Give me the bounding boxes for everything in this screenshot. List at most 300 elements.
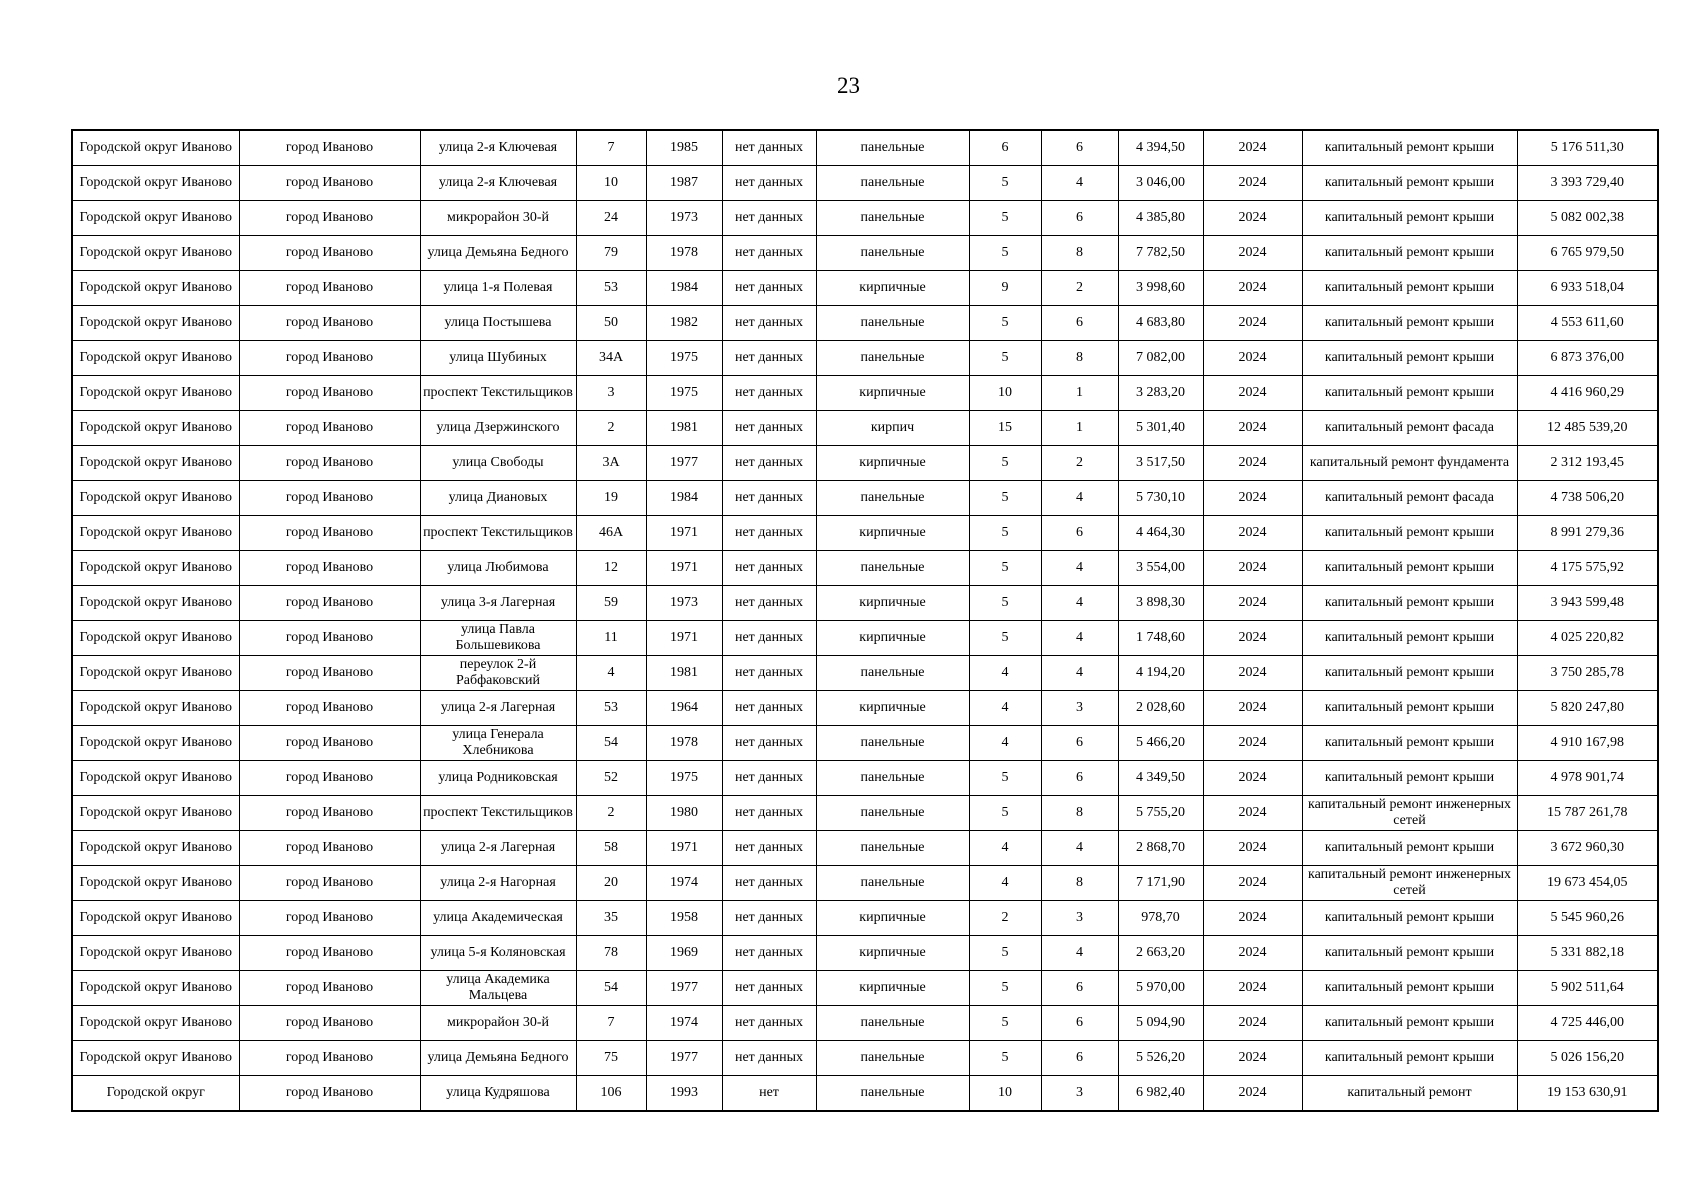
build-year-cell: 1977: [646, 971, 722, 1006]
work-type-cell: капитальный ремонт крыши: [1302, 586, 1517, 621]
last-repair-cell: нет данных: [722, 761, 816, 796]
build-year-cell: 1971: [646, 551, 722, 586]
table-row: [72, 516, 1658, 551]
house-number-cell: 52: [576, 761, 646, 796]
municipality-cell: Городской округ: [72, 1076, 239, 1112]
work-type-cell: капитальный ремонт крыши: [1302, 271, 1517, 306]
cost-cell: 15 787 261,78: [1517, 796, 1658, 831]
build-year-cell: 1981: [646, 656, 722, 691]
table-row: [72, 1006, 1658, 1041]
build-year-cell: 1975: [646, 341, 722, 376]
cost-cell: 5 545 960,26: [1517, 901, 1658, 936]
street-cell: улица Павла Большевикова: [420, 621, 576, 656]
table-row: [72, 656, 1658, 691]
cost-cell: 4 978 901,74: [1517, 761, 1658, 796]
settlement-cell: город Иваново: [239, 586, 420, 621]
work-type-cell: капитальный ремонт крыши: [1302, 691, 1517, 726]
build-year-cell: 1984: [646, 271, 722, 306]
cost-cell: 5 082 002,38: [1517, 201, 1658, 236]
entrances-cell: 4: [1041, 551, 1118, 586]
municipality-cell: Городской округ Иваново: [72, 376, 239, 411]
municipality-cell: Городской округ Иваново: [72, 691, 239, 726]
house-number-cell: 11: [576, 621, 646, 656]
house-number-cell: 2: [576, 796, 646, 831]
table-row: [72, 411, 1658, 446]
area-cell: 978,70: [1118, 901, 1203, 936]
page-number: 23: [837, 73, 860, 98]
entrances-cell: 6: [1041, 130, 1118, 166]
plan-year-cell: 2024: [1203, 726, 1302, 761]
area-cell: 4 683,80: [1118, 306, 1203, 341]
settlement-cell: город Иваново: [239, 481, 420, 516]
entrances-cell: 6: [1041, 516, 1118, 551]
cost-cell: 12 485 539,20: [1517, 411, 1658, 446]
cost-cell: 4 725 446,00: [1517, 1006, 1658, 1041]
floors-cell: 5: [969, 936, 1041, 971]
plan-year-cell: 2024: [1203, 761, 1302, 796]
last-repair-cell: нет данных: [722, 411, 816, 446]
table-row: [72, 306, 1658, 341]
settlement-cell: город Иваново: [239, 831, 420, 866]
last-repair-cell: нет данных: [722, 1006, 816, 1041]
wall-material-cell: панельные: [816, 1041, 969, 1076]
wall-material-cell: панельные: [816, 201, 969, 236]
floors-cell: 5: [969, 166, 1041, 201]
cost-cell: 5 820 247,80: [1517, 691, 1658, 726]
build-year-cell: 1971: [646, 621, 722, 656]
settlement-cell: город Иваново: [239, 1041, 420, 1076]
build-year-cell: 1977: [646, 446, 722, 481]
municipality-cell: Городской округ Иваново: [72, 796, 239, 831]
build-year-cell: 1971: [646, 516, 722, 551]
build-year-cell: 1971: [646, 831, 722, 866]
floors-cell: 4: [969, 831, 1041, 866]
municipality-cell: Городской округ Иваново: [72, 341, 239, 376]
area-cell: 3 898,30: [1118, 586, 1203, 621]
municipality-cell: Городской округ Иваново: [72, 271, 239, 306]
house-number-cell: 2: [576, 411, 646, 446]
build-year-cell: 1981: [646, 411, 722, 446]
work-type-cell: капитальный ремонт крыши: [1302, 761, 1517, 796]
settlement-cell: город Иваново: [239, 166, 420, 201]
house-number-cell: 7: [576, 130, 646, 166]
house-number-cell: 50: [576, 306, 646, 341]
work-type-cell: капитальный ремонт крыши: [1302, 971, 1517, 1006]
floors-cell: 4: [969, 726, 1041, 761]
municipality-cell: Городской округ Иваново: [72, 130, 239, 166]
last-repair-cell: нет данных: [722, 656, 816, 691]
table-row: [72, 761, 1658, 796]
floors-cell: 4: [969, 656, 1041, 691]
floors-cell: 10: [969, 376, 1041, 411]
build-year-cell: 1980: [646, 796, 722, 831]
build-year-cell: 1969: [646, 936, 722, 971]
last-repair-cell: нет данных: [722, 971, 816, 1006]
municipality-cell: Городской округ Иваново: [72, 201, 239, 236]
entrances-cell: 3: [1041, 1076, 1118, 1112]
plan-year-cell: 2024: [1203, 130, 1302, 166]
build-year-cell: 1975: [646, 761, 722, 796]
last-repair-cell: нет данных: [722, 621, 816, 656]
table-row: [72, 166, 1658, 201]
area-cell: 2 868,70: [1118, 831, 1203, 866]
house-number-cell: 7: [576, 1006, 646, 1041]
municipality-cell: Городской округ Иваново: [72, 236, 239, 271]
street-cell: улица Свободы: [420, 446, 576, 481]
settlement-cell: город Иваново: [239, 411, 420, 446]
street-cell: улица Генерала Хлебникова: [420, 726, 576, 761]
plan-year-cell: 2024: [1203, 306, 1302, 341]
settlement-cell: город Иваново: [239, 1006, 420, 1041]
table-row: [72, 1041, 1658, 1076]
cost-cell: 4 416 960,29: [1517, 376, 1658, 411]
settlement-cell: город Иваново: [239, 130, 420, 166]
house-number-cell: 106: [576, 1076, 646, 1112]
last-repair-cell: нет данных: [722, 376, 816, 411]
last-repair-cell: нет данных: [722, 341, 816, 376]
table-row: [72, 936, 1658, 971]
house-number-cell: 35: [576, 901, 646, 936]
floors-cell: 5: [969, 586, 1041, 621]
cost-cell: 3 750 285,78: [1517, 656, 1658, 691]
municipality-cell: Городской округ Иваново: [72, 761, 239, 796]
area-cell: 4 349,50: [1118, 761, 1203, 796]
build-year-cell: 1958: [646, 901, 722, 936]
municipality-cell: Городской округ Иваново: [72, 1006, 239, 1041]
last-repair-cell: нет данных: [722, 446, 816, 481]
plan-year-cell: 2024: [1203, 1076, 1302, 1112]
wall-material-cell: кирпичные: [816, 691, 969, 726]
house-number-cell: 54: [576, 726, 646, 761]
entrances-cell: 4: [1041, 831, 1118, 866]
table-row: [72, 201, 1658, 236]
municipality-cell: Городской округ Иваново: [72, 166, 239, 201]
cost-cell: 5 331 882,18: [1517, 936, 1658, 971]
floors-cell: 5: [969, 971, 1041, 1006]
plan-year-cell: 2024: [1203, 656, 1302, 691]
table-row: [72, 341, 1658, 376]
house-number-cell: 53: [576, 691, 646, 726]
house-number-cell: 12: [576, 551, 646, 586]
wall-material-cell: панельные: [816, 236, 969, 271]
table-row: [72, 726, 1658, 761]
floors-cell: 5: [969, 306, 1041, 341]
table-row: [72, 621, 1658, 656]
municipality-cell: Городской округ Иваново: [72, 446, 239, 481]
wall-material-cell: панельные: [816, 306, 969, 341]
work-type-cell: капитальный ремонт: [1302, 1076, 1517, 1112]
settlement-cell: город Иваново: [239, 656, 420, 691]
plan-year-cell: 2024: [1203, 901, 1302, 936]
municipality-cell: Городской округ Иваново: [72, 656, 239, 691]
last-repair-cell: нет данных: [722, 586, 816, 621]
wall-material-cell: кирпичные: [816, 971, 969, 1006]
cost-cell: 3 393 729,40: [1517, 166, 1658, 201]
entrances-cell: 3: [1041, 901, 1118, 936]
table-row: [72, 376, 1658, 411]
work-type-cell: капитальный ремонт крыши: [1302, 306, 1517, 341]
last-repair-cell: нет данных: [722, 866, 816, 901]
wall-material-cell: кирпичные: [816, 271, 969, 306]
cost-cell: 2 312 193,45: [1517, 446, 1658, 481]
street-cell: проспект Текстильщиков: [420, 796, 576, 831]
floors-cell: 5: [969, 201, 1041, 236]
work-type-cell: капитальный ремонт крыши: [1302, 831, 1517, 866]
plan-year-cell: 2024: [1203, 866, 1302, 901]
area-cell: 2 663,20: [1118, 936, 1203, 971]
municipality-cell: Городской округ Иваново: [72, 621, 239, 656]
floors-cell: 5: [969, 1006, 1041, 1041]
last-repair-cell: нет данных: [722, 166, 816, 201]
wall-material-cell: панельные: [816, 341, 969, 376]
table-row: [72, 901, 1658, 936]
wall-material-cell: панельные: [816, 761, 969, 796]
work-type-cell: капитальный ремонт крыши: [1302, 201, 1517, 236]
work-type-cell: капитальный ремонт крыши: [1302, 166, 1517, 201]
table-row: [72, 1076, 1658, 1112]
table-row: [72, 866, 1658, 901]
build-year-cell: 1984: [646, 481, 722, 516]
municipality-cell: Городской округ Иваново: [72, 936, 239, 971]
street-cell: улица Диановых: [420, 481, 576, 516]
last-repair-cell: нет данных: [722, 1041, 816, 1076]
wall-material-cell: кирпичные: [816, 936, 969, 971]
settlement-cell: город Иваново: [239, 516, 420, 551]
floors-cell: 2: [969, 901, 1041, 936]
street-cell: улица Академическая: [420, 901, 576, 936]
wall-material-cell: кирпич: [816, 411, 969, 446]
municipality-cell: Городской округ Иваново: [72, 306, 239, 341]
build-year-cell: 1964: [646, 691, 722, 726]
entrances-cell: 1: [1041, 376, 1118, 411]
house-number-cell: 78: [576, 936, 646, 971]
cost-cell: 4 025 220,82: [1517, 621, 1658, 656]
plan-year-cell: 2024: [1203, 796, 1302, 831]
street-cell: улица 3-я Лагерная: [420, 586, 576, 621]
wall-material-cell: кирпичные: [816, 586, 969, 621]
cost-cell: 4 910 167,98: [1517, 726, 1658, 761]
entrances-cell: 6: [1041, 726, 1118, 761]
street-cell: улица Постышева: [420, 306, 576, 341]
settlement-cell: город Иваново: [239, 1076, 420, 1112]
work-type-cell: капитальный ремонт фасада: [1302, 411, 1517, 446]
floors-cell: 5: [969, 341, 1041, 376]
area-cell: 1 748,60: [1118, 621, 1203, 656]
cost-cell: 6 873 376,00: [1517, 341, 1658, 376]
last-repair-cell: нет: [722, 1076, 816, 1112]
floors-cell: 4: [969, 866, 1041, 901]
street-cell: улица 2-я Ключевая: [420, 166, 576, 201]
build-year-cell: 1973: [646, 586, 722, 621]
area-cell: 6 982,40: [1118, 1076, 1203, 1112]
municipality-cell: Городской округ Иваново: [72, 831, 239, 866]
house-number-cell: 3А: [576, 446, 646, 481]
area-cell: 5 301,40: [1118, 411, 1203, 446]
settlement-cell: город Иваново: [239, 271, 420, 306]
cost-cell: 4 553 611,60: [1517, 306, 1658, 341]
floors-cell: 9: [969, 271, 1041, 306]
repair-register-table: [71, 129, 1659, 1112]
house-number-cell: 53: [576, 271, 646, 306]
entrances-cell: 4: [1041, 936, 1118, 971]
build-year-cell: 1978: [646, 726, 722, 761]
work-type-cell: капитальный ремонт крыши: [1302, 516, 1517, 551]
work-type-cell: капитальный ремонт крыши: [1302, 936, 1517, 971]
street-cell: улица 2-я Нагорная: [420, 866, 576, 901]
municipality-cell: Городской округ Иваново: [72, 551, 239, 586]
last-repair-cell: нет данных: [722, 236, 816, 271]
build-year-cell: 1982: [646, 306, 722, 341]
wall-material-cell: панельные: [816, 481, 969, 516]
entrances-cell: 4: [1041, 586, 1118, 621]
last-repair-cell: нет данных: [722, 901, 816, 936]
plan-year-cell: 2024: [1203, 166, 1302, 201]
entrances-cell: 2: [1041, 446, 1118, 481]
area-cell: 5 970,00: [1118, 971, 1203, 1006]
build-year-cell: 1975: [646, 376, 722, 411]
house-number-cell: 3: [576, 376, 646, 411]
wall-material-cell: панельные: [816, 166, 969, 201]
last-repair-cell: нет данных: [722, 481, 816, 516]
entrances-cell: 4: [1041, 166, 1118, 201]
settlement-cell: город Иваново: [239, 341, 420, 376]
plan-year-cell: 2024: [1203, 341, 1302, 376]
plan-year-cell: 2024: [1203, 376, 1302, 411]
area-cell: 7 782,50: [1118, 236, 1203, 271]
street-cell: улица Любимова: [420, 551, 576, 586]
cost-cell: 8 991 279,36: [1517, 516, 1658, 551]
municipality-cell: Городской округ Иваново: [72, 901, 239, 936]
wall-material-cell: панельные: [816, 1006, 969, 1041]
plan-year-cell: 2024: [1203, 1006, 1302, 1041]
entrances-cell: 4: [1041, 656, 1118, 691]
plan-year-cell: 2024: [1203, 551, 1302, 586]
area-cell: 4 464,30: [1118, 516, 1203, 551]
last-repair-cell: нет данных: [722, 691, 816, 726]
municipality-cell: Городской округ Иваново: [72, 866, 239, 901]
work-type-cell: капитальный ремонт крыши: [1302, 341, 1517, 376]
municipality-cell: Городской округ Иваново: [72, 1041, 239, 1076]
entrances-cell: 6: [1041, 761, 1118, 796]
table-row: [72, 481, 1658, 516]
last-repair-cell: нет данных: [722, 201, 816, 236]
table-row: [72, 130, 1658, 166]
floors-cell: 5: [969, 621, 1041, 656]
street-cell: переулок 2-й Рабфаковский: [420, 656, 576, 691]
cost-cell: 6 765 979,50: [1517, 236, 1658, 271]
entrances-cell: 4: [1041, 481, 1118, 516]
entrances-cell: 6: [1041, 201, 1118, 236]
wall-material-cell: кирпичные: [816, 376, 969, 411]
entrances-cell: 1: [1041, 411, 1118, 446]
work-type-cell: капитальный ремонт крыши: [1302, 726, 1517, 761]
floors-cell: 5: [969, 516, 1041, 551]
plan-year-cell: 2024: [1203, 586, 1302, 621]
table-row: [72, 586, 1658, 621]
floors-cell: 5: [969, 1041, 1041, 1076]
street-cell: улица Демьяна Бедного: [420, 236, 576, 271]
street-cell: улица Шубиных: [420, 341, 576, 376]
work-type-cell: капитальный ремонт крыши: [1302, 1041, 1517, 1076]
plan-year-cell: 2024: [1203, 936, 1302, 971]
settlement-cell: город Иваново: [239, 376, 420, 411]
street-cell: проспект Текстильщиков: [420, 376, 576, 411]
area-cell: 3 554,00: [1118, 551, 1203, 586]
table-row: [72, 691, 1658, 726]
settlement-cell: город Иваново: [239, 551, 420, 586]
municipality-cell: Городской округ Иваново: [72, 586, 239, 621]
municipality-cell: Городской округ Иваново: [72, 516, 239, 551]
area-cell: 7 171,90: [1118, 866, 1203, 901]
wall-material-cell: панельные: [816, 726, 969, 761]
work-type-cell: капитальный ремонт инженерных сетей: [1302, 866, 1517, 901]
entrances-cell: 6: [1041, 1006, 1118, 1041]
table-row: [72, 971, 1658, 1006]
last-repair-cell: нет данных: [722, 796, 816, 831]
table-row: [72, 796, 1658, 831]
entrances-cell: 8: [1041, 341, 1118, 376]
work-type-cell: капитальный ремонт крыши: [1302, 1006, 1517, 1041]
wall-material-cell: панельные: [816, 796, 969, 831]
floors-cell: 4: [969, 691, 1041, 726]
build-year-cell: 1977: [646, 1041, 722, 1076]
street-cell: улица 2-я Лагерная: [420, 831, 576, 866]
work-type-cell: капитальный ремонт крыши: [1302, 901, 1517, 936]
municipality-cell: Городской округ Иваново: [72, 481, 239, 516]
settlement-cell: город Иваново: [239, 936, 420, 971]
house-number-cell: 20: [576, 866, 646, 901]
area-cell: 4 194,20: [1118, 656, 1203, 691]
wall-material-cell: панельные: [816, 866, 969, 901]
last-repair-cell: нет данных: [722, 306, 816, 341]
settlement-cell: город Иваново: [239, 901, 420, 936]
build-year-cell: 1985: [646, 130, 722, 166]
settlement-cell: город Иваново: [239, 236, 420, 271]
street-cell: улица 1-я Полевая: [420, 271, 576, 306]
table-row: [72, 551, 1658, 586]
plan-year-cell: 2024: [1203, 516, 1302, 551]
floors-cell: 5: [969, 446, 1041, 481]
cost-cell: 3 943 599,48: [1517, 586, 1658, 621]
house-number-cell: 19: [576, 481, 646, 516]
cost-cell: 5 176 511,30: [1517, 130, 1658, 166]
work-type-cell: капитальный ремонт крыши: [1302, 236, 1517, 271]
floors-cell: 5: [969, 796, 1041, 831]
last-repair-cell: нет данных: [722, 516, 816, 551]
wall-material-cell: панельные: [816, 656, 969, 691]
entrances-cell: 2: [1041, 271, 1118, 306]
street-cell: микрорайон 30-й: [420, 201, 576, 236]
settlement-cell: город Иваново: [239, 761, 420, 796]
street-cell: улица Академика Мальцева: [420, 971, 576, 1006]
house-number-cell: 10: [576, 166, 646, 201]
cost-cell: 19 673 454,05: [1517, 866, 1658, 901]
cost-cell: 5 902 511,64: [1517, 971, 1658, 1006]
municipality-cell: Городской округ Иваново: [72, 726, 239, 761]
last-repair-cell: нет данных: [722, 936, 816, 971]
entrances-cell: 8: [1041, 866, 1118, 901]
entrances-cell: 6: [1041, 306, 1118, 341]
house-number-cell: 54: [576, 971, 646, 1006]
plan-year-cell: 2024: [1203, 691, 1302, 726]
area-cell: 3 046,00: [1118, 166, 1203, 201]
settlement-cell: город Иваново: [239, 691, 420, 726]
work-type-cell: капитальный ремонт фундамента: [1302, 446, 1517, 481]
work-type-cell: капитальный ремонт крыши: [1302, 621, 1517, 656]
work-type-cell: капитальный ремонт крыши: [1302, 130, 1517, 166]
settlement-cell: город Иваново: [239, 971, 420, 1006]
table-row: [72, 271, 1658, 306]
